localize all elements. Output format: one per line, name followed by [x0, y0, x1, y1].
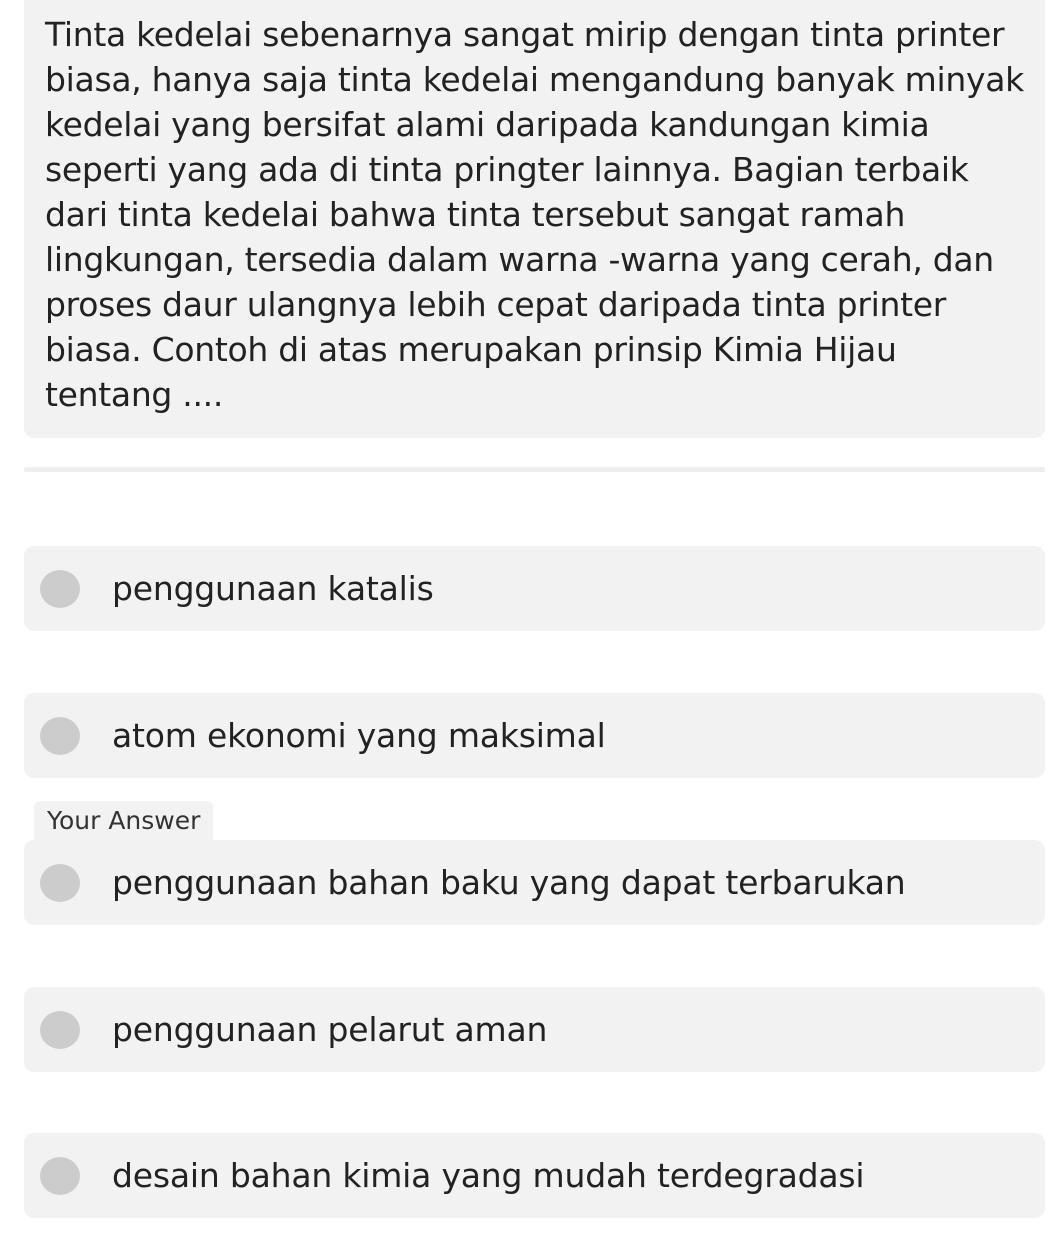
- radio-circle-icon[interactable]: [40, 864, 80, 902]
- radio-circle-icon[interactable]: [40, 717, 80, 755]
- option-4[interactable]: [24, 987, 1045, 1072]
- question-text: Tinta kedelai sebenarnya sangat mirip dengan tinta printer biasa, hanya saja tinta kedelai mengandung banyak minyak kedelai yang bersifat alami daripada kandungan kimia seperti yang ada di tinta pringter lainnya. Bagian terbaik dari tinta kedelai bahwa tinta tersebut sangat ramah lingkungan, tersedia dalam warna -warna yang cerah, dan proses daur ulangnya lebih cepat daripada tinta printer biasa. Contoh di atas merupakan prinsip Kimia Hijau tentang ....: [45, 15, 1024, 414]
- option-2[interactable]: [24, 693, 1045, 778]
- option-label: atom ekonomi yang maksimal: [112, 716, 606, 755]
- option-3[interactable]: [24, 840, 1045, 925]
- radio-circle-icon[interactable]: [40, 1011, 80, 1049]
- option-label: penggunaan bahan baku yang dapat terbarukan: [112, 863, 906, 902]
- divider: [24, 467, 1045, 472]
- question-card: [24, 0, 1045, 438]
- radio-circle-icon[interactable]: [40, 570, 80, 608]
- option-5[interactable]: [24, 1133, 1045, 1218]
- option-1[interactable]: [24, 546, 1045, 631]
- option-label: desain bahan kimia yang mudah terdegradasi: [112, 1156, 865, 1195]
- radio-circle-icon[interactable]: [40, 1157, 80, 1195]
- option-label: penggunaan katalis: [112, 569, 434, 608]
- option-label: penggunaan pelarut aman: [112, 1010, 548, 1049]
- your-answer-badge: Your Answer: [34, 801, 213, 840]
